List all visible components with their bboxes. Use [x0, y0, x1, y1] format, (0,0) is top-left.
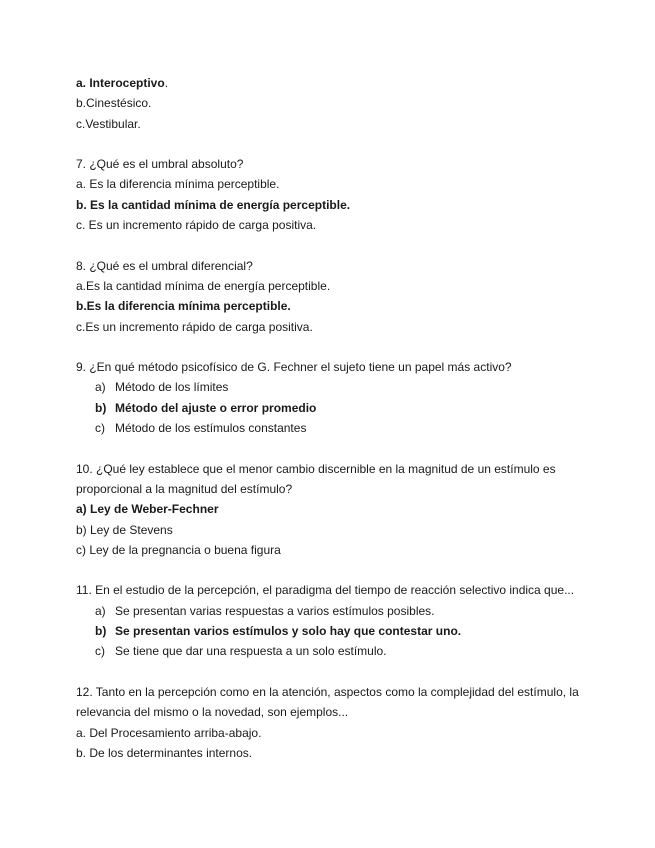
q11-question: 11. En el estudio de la percepción, el paradigma del tiempo de reacción selectivo indica que... — [76, 583, 575, 598]
q12-question-line1: 12. Tanto en la percepción como en la atención, aspectos como la complejidad del estímulo, la — [76, 684, 579, 699]
q10-option-b: b) Ley de Stevens — [76, 522, 173, 537]
q11-option-c-text: Se tiene que dar una respuesta a un solo estímulo. — [115, 644, 387, 659]
spacer — [76, 134, 616, 154]
q8-option-a: a.Es la cantidad mínima de energía perceptible. — [76, 278, 331, 293]
q11-option-b-text: Se presentan varios estímulos y solo hay que contestar uno. — [115, 624, 462, 639]
q9-option-c-text: Método de los estímulos constantes — [115, 421, 307, 436]
q8-question: 8. ¿Qué es el umbral diferencial? — [76, 258, 253, 273]
q12-option-a: a. Del Procesamiento arriba-abajo. — [76, 725, 262, 740]
q11-option-c-marker: c) — [95, 644, 105, 659]
q12-question-line2: relevancia del mismo o la novedad, son ejemplos... — [76, 705, 349, 720]
q9-option-b — [76, 398, 616, 418]
q9-option-b-text: Método del ajuste o error promedio — [115, 400, 317, 415]
q11-option-b — [76, 621, 616, 641]
q7-option-a: a. Es la diferencia mínima perceptible. — [76, 177, 280, 192]
spacer — [76, 337, 616, 357]
q9-option-a — [76, 377, 616, 397]
q11-option-a-text: Se presentan varias respuestas a varios estímulos posibles. — [115, 603, 435, 618]
q9-option-c-marker: c) — [95, 421, 105, 436]
spacer — [76, 560, 616, 580]
q7-option-b: b. Es la cantidad mínima de energía perceptible. — [76, 197, 351, 212]
q9-option-a-text: Método de los límites — [115, 380, 229, 395]
spacer — [76, 235, 616, 255]
q8-option-b: b.Es la diferencia mínima perceptible. — [76, 299, 291, 314]
spacer — [76, 662, 616, 682]
q7-option-c: c. Es un incremento rápido de carga positiva. — [76, 218, 317, 233]
q9-option-c — [76, 418, 616, 438]
spacer — [76, 438, 616, 458]
q11-option-c — [76, 641, 616, 661]
q6-option-c: c.Vestibular. — [76, 116, 141, 131]
q6-option-a — [76, 73, 616, 93]
q11-option-a — [76, 601, 616, 621]
q10-option-a: a) Ley de Weber-Fechner — [76, 502, 219, 517]
q10-question-line1: 10. ¿Qué ley establece que el menor cambio discernible en la magnitud de un estímulo es — [76, 461, 556, 476]
q12-option-b: b. De los determinantes internos. — [76, 745, 253, 760]
q9-question: 9. ¿En qué método psicofísico de G. Fechner el sujeto tiene un papel más activo? — [76, 360, 512, 375]
q6-option-a-period: . — [164, 76, 169, 90]
q6-option-a-text: a. Interoceptivo — [76, 76, 165, 90]
q11-option-a-marker: a) — [95, 603, 106, 618]
q11-option-b-marker: b) — [95, 624, 107, 639]
document-page — [76, 73, 616, 763]
q10-question-line2: proporcional a la magnitud del estímulo? — [76, 481, 293, 496]
q6-option-b: b.Cinestésico. — [76, 96, 152, 111]
q8-option-c: c.Es un incremento rápido de carga positiva. — [76, 319, 313, 334]
q7-question: 7. ¿Qué es el umbral absoluto? — [76, 157, 244, 172]
q10-option-c: c) Ley de la pregnancia o buena figura — [76, 542, 281, 557]
q9-option-b-marker: b) — [95, 400, 107, 415]
q9-option-a-marker: a) — [95, 380, 106, 395]
